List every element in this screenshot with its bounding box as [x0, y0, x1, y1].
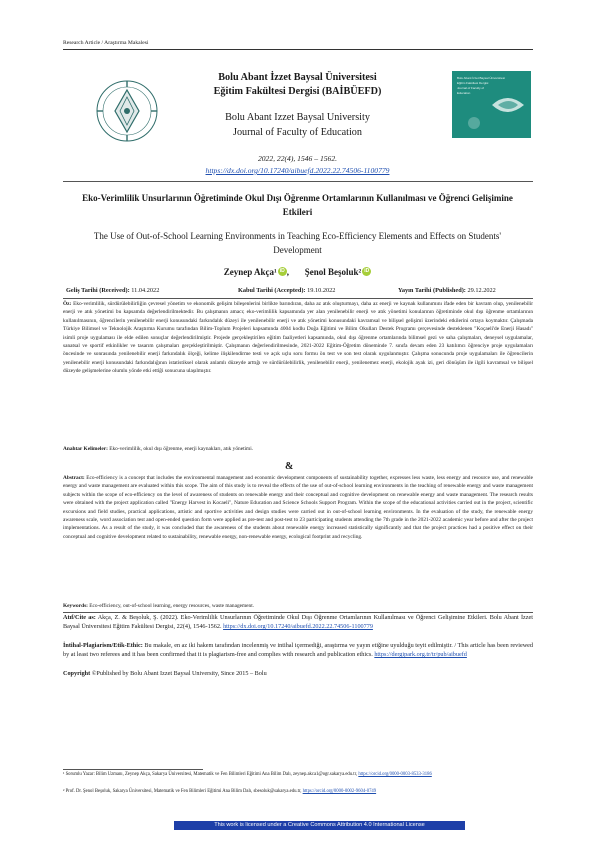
footnote-divider [63, 769, 203, 770]
keywords-english [63, 603, 533, 609]
title-turkish: Eko-Verimlilik Unsurlarının Öğretiminde Okul Dışı Öğrenme Ortamlarının Kullanılması ve Öğrenci Gelişimine Etkileri [82, 193, 513, 217]
author-name: Zeynep Akça¹ [223, 267, 277, 277]
copyright-block [63, 669, 533, 678]
ampersand-divider: & [285, 461, 294, 472]
footnote-2 [63, 788, 533, 795]
orcid-icon[interactable]: iD [279, 268, 285, 274]
author-separator: , [286, 267, 289, 277]
abstract-english [63, 474, 533, 541]
published-date: 29.12.2022 [467, 287, 496, 294]
license-banner[interactable]: This work is licensed under a Creative Commons Attribution 4.0 International License [174, 821, 465, 830]
keywords-text: Eko-verimlilik, okul dışı öğrenme, enerji kaynakları, atık yönetimi. [109, 446, 254, 452]
footnote-1 [63, 771, 533, 778]
author-name: Şenol Beşoluk² [304, 267, 362, 277]
author-list [140, 267, 455, 277]
citation-text: Akça, Z. & Beşoluk, Ş. (2022). Eko-Verimlilik Unsurlarının Öğretiminde Okul Dışı Öğrenme Ortamlarının Kullanılması ve Öğrenci Gelişimine Etkileri. Bolu Abant İzzet Baysal Üniversitesi Eğitim Fakültesi Dergisi, 22(4), 1546-1562. [63, 614, 533, 631]
keywords-text: Eco-efficiency, out-of-school learning, energy resources, waste management. [89, 603, 255, 609]
university-name-en: Bolu Abant Izzet Baysal University [225, 112, 370, 123]
citation-label: Atıf/Cite as: [63, 614, 96, 621]
abstract-text: Eco-efficiency is a concept that includes the environmental management and economic development components of sustainability together, expresses less waste, less energy and resource use, and renewable energy and waste management are evaluated within this scope. The aim of this study is to reveal the effects of the use of out-of-school learning environments in the teaching of renewable energy and waste management subjects within the scope of eco-efficiency on the level of awareness of students on renewable energy and their conceptual and cognitive development on renewable energy and waste management. The research results were obtained with the project application called "Energy Harvest in Kocaeli", Nature Education and Science Schools Support Program. Within the scope of the educational activities carried out in the project, scientific excursions and field studies, practical applications, artistic and sportive activities and design studies were carried out in out-of-school learning environments. In the evaluation of the study, the renewable energy awareness scale, word association test and open-ended question form were applied as pre-test and post-test to 23 participating students attending the 7th grade in the 2021-2022 academic year before and after the project implementations. As a result of the study, it was concluded that the awareness of the students about renewable energy increased statistically significantly and that the project practices had a positive effect on their conceptual and cognitive development related to sustainability, renewable energy, non-renewable energy, ecological footprint and recycling. [63, 475, 534, 540]
cover-line: Education [457, 91, 471, 95]
orcid-link[interactable]: https://orcid.org/0000-0003-8533-3186 [358, 772, 432, 777]
section-divider [63, 298, 533, 299]
journal-website-link[interactable]: https://dergipark.org.tr/tr/pub/aibuefd [374, 651, 467, 659]
keywords-turkish [63, 446, 533, 452]
copyright-text: ©Published by Bolu Abant Izzet Baysal University, Since 2015 – Bolu [91, 670, 267, 677]
journal-name-en: Journal of Faculty of Education [232, 127, 362, 138]
section-divider [63, 181, 533, 182]
header-divider [63, 49, 533, 50]
title-english: The Use of Out-of-School Learning Environments in Teaching Eco-Efficiency Elements and Effects on Students' Development [93, 231, 502, 255]
citation-doi-link[interactable]: https://dx.doi.org/10.17240/aibuefd.2022.22.74506-1100779 [223, 623, 373, 631]
copyright-label: Copyright [63, 670, 91, 677]
published-label: Yayın Tarihi (Published): [398, 287, 466, 294]
abstract-label: Öz: [63, 301, 72, 307]
accepted-date: 19.10.2022 [307, 287, 336, 294]
cover-line: Eğitim Fakültesi Dergisi [457, 81, 489, 85]
doi-link[interactable]: https://dx.doi.org/10.17240/aibuefd.2022.22.74506-1100779 [205, 166, 390, 175]
journal-cover-image [452, 71, 531, 138]
received-date: 11.04.2022 [131, 287, 160, 294]
ethics-label: İntihal-Plagiarism/Etik-Ethic: [63, 642, 143, 649]
footnote-text: ² Prof. Dr. Şenol Beşoluk, Sakarya Üniversitesi, Matematik ve Fen Bilimleri Eğitimi Ana Bilim Dalı, sbesoluk@sakarya.edu.tr, [63, 789, 302, 794]
journal-name-tr: Eğitim Fakültesi Dergisi (BAİBÜEFD) [213, 86, 382, 97]
abstract-turkish [63, 300, 533, 376]
keywords-label: Keywords: [63, 603, 88, 609]
orcid-icon[interactable]: iD [364, 268, 370, 274]
cover-line: Bolu Abant İzzet Baysal Üniversitesi [457, 76, 505, 80]
citation-block [63, 613, 533, 631]
keywords-label: Anahtar Kelimeler: [63, 446, 108, 452]
ethics-text: Bu makale, en az iki hakem tarafından incelenmiş ve intihal içermediği, araştırma ve yayın etiğine uyulduğu teyit edilmiştir. / This article has been reviewed by at least two referees and it has been confirmed that it is plagiarism-free and complies with research and publication ethics. [63, 642, 534, 659]
running-head: Research Article / Araştırma Makalesi [63, 40, 149, 46]
footnote-text: ¹ Sorumlu Yazar: Bilim Uzmanı, Zeynep Akça, Sakarya Üniversitesi, Matematik ve Fen Bilimleri Eğitimi Ana Bilim Dalı, zeynep.akca1@ogr.sakarya.edu.tr, [63, 772, 358, 777]
ethics-block [63, 641, 533, 659]
abstract-text: Eko-verimlilik, sürdürülebilirliğin çevresel yönetim ve ekonomik gelişim bileşenlerini birlikte barındıran, daha az atık oluşturmayı, daha az enerji ve kaynak kullanımını ifade eden bir kavram olup, yenilenebilir enerji ve atık yönetimi bu kapsamda değerlendirilmektedir. Bu çalışmanın amacı; eko-verimlilik kapsamında yer alan yenilenebilir enerji ve atık yönetimi konularının öğretiminde okul dışı öğrenme ortamlarının kullanılmasının, öğrencilerin yenilenebilir enerji konusundaki farkındalık düzeyi ile yenilenebilir enerji ve atık yönetimi konusundaki kavramsal ve bilişsel gelişimi üzerindeki etkilerini ortaya koymaktır. Çalışmada Türkiye Bilimsel ve Teknolojik Araştırma Kurumu tarafından Bilim-Toplum Projeleri kapsamında 4004 kodlu Doğa Eğitimi ve Bilim Okulları Destek Programı çerçevesinde desteklenen "Koçaeli'de Enerji Hasadı" isimli proje uygulaması ile elde edilen sonuçlar değerlendirilmiştir. Projede gerçekleştirilen eğitim faaliyetleri kapsamında, okul dışı öğrenme ortamlarında bilimsel gezi ve saha çalışmaları, deneysel uygulamalar, sanatsal ve sportif etkinlikler ve tasarım çalışmaları gerçekleştirilmiştir. Çalışmanın değerlendirilmesinde, 2021-2022 Eğitim-Öğretim döneminde 7. sınıfa devam eden 23 katılımcı öğrenciye proje uygulamaları öncesinde ve sonrasında yenilenebilir enerji farkındalık ölçeği, kelime ilişkilendirme testi ve açık uçlu soru formu ön test ve son test olarak uygulanmıştır. Çalışma sonucunda proje uygulamaları ile öğrencilerin yenilenebilir enerji konusundaki farkındalığının istatistiksel olarak anlamlı düzeyde arttığı ve sürdürülebilirlik, yenilenebilir enerji, yenilenemez enerji, ekolojik ayak izi, geri dönüşüm ile ilgili kavramsal ve bilişsel düzeyde gelişmelerine olumlu yönde etki ettiği sonucuna ulaşılmıştır. [63, 301, 533, 375]
accepted-label: Kabul Tarihi (Accepted): [238, 287, 306, 294]
received-label: Geliş Tarihi (Received): [66, 287, 130, 294]
abstract-label: Abstract: [63, 475, 85, 481]
orcid-link[interactable]: https://orcid.org/0000-0002-9604-0749 [302, 789, 377, 794]
cover-line: Journal of Faculty of [457, 86, 485, 90]
university-name-tr: Bolu Abant İzzet Baysal Üniversitesi [218, 72, 377, 83]
volume-info: 2022, 22(4), 1546 – 1562. [257, 154, 338, 163]
